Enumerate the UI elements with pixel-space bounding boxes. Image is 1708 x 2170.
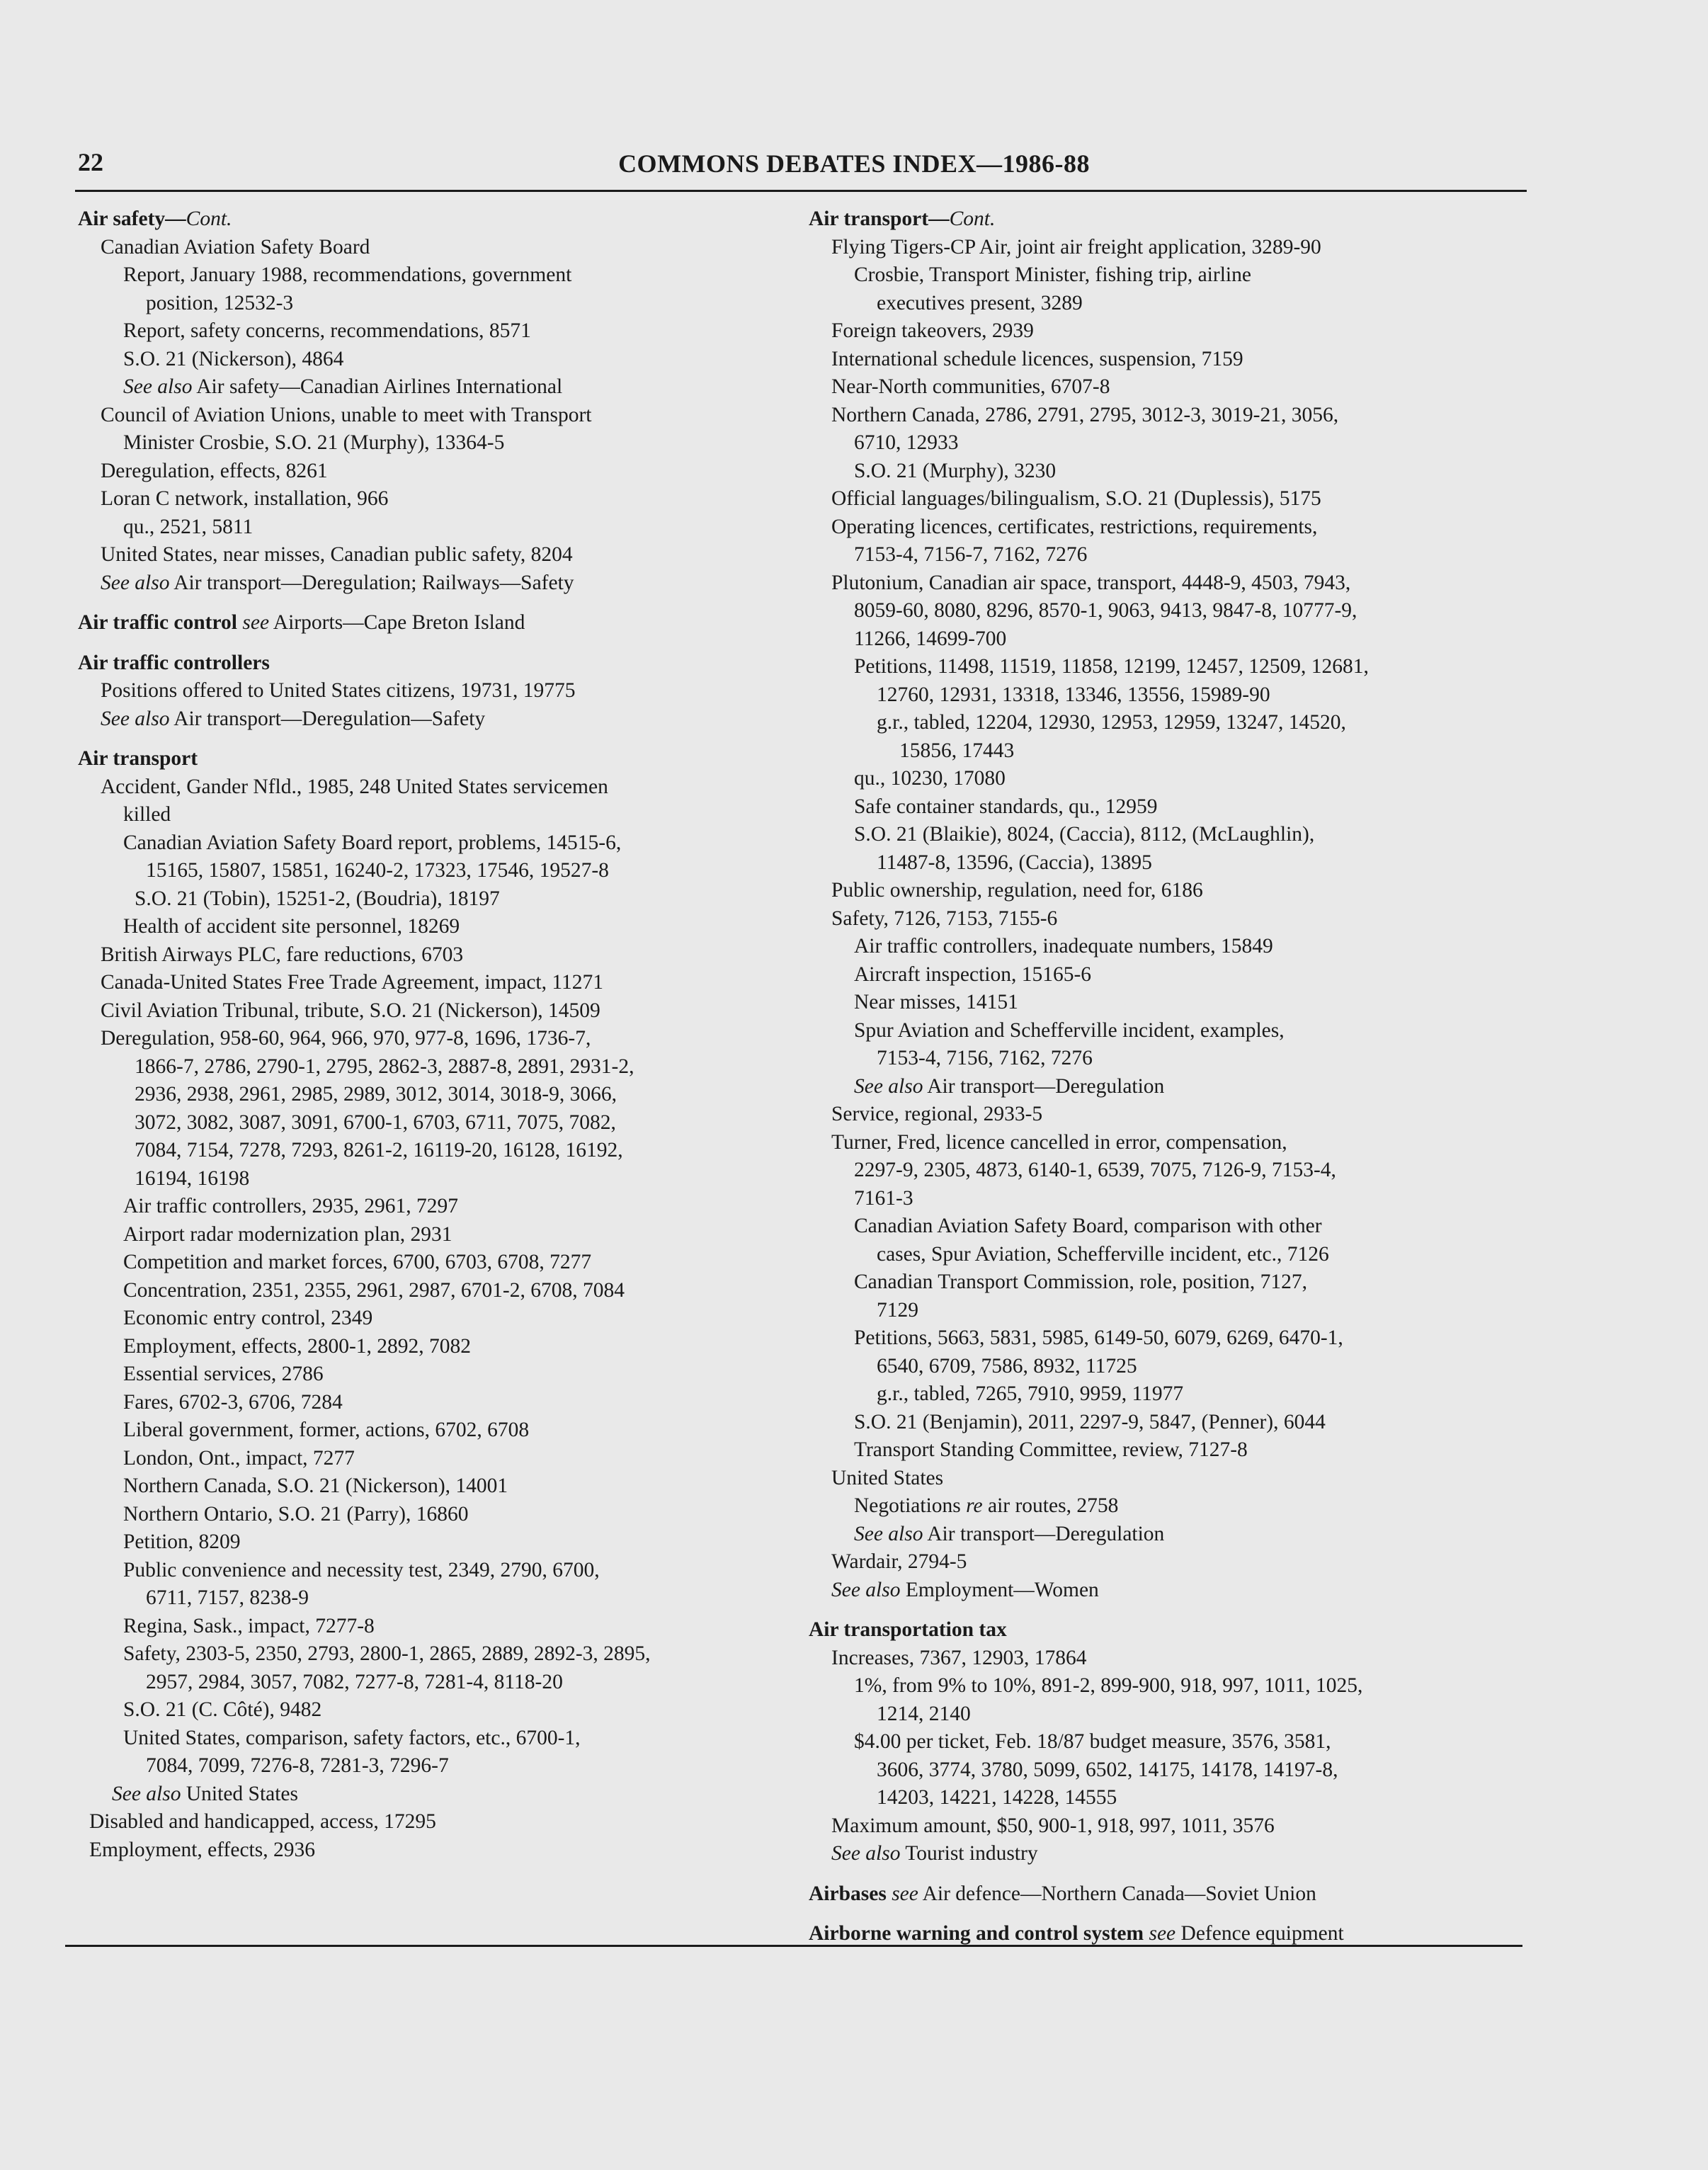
- index-subentry: 3606, 3774, 3780, 5099, 6502, 14175, 14178, 14197-8,: [877, 1758, 1338, 1781]
- entry-text: Airports—Cape Breton Island: [269, 611, 525, 634]
- index-subentry: Public convenience and necessity test, 2349, 2790, 6700,: [123, 1558, 600, 1581]
- index-subentry: 6710, 12933: [854, 431, 959, 454]
- index-subentry: International schedule licences, suspension, 7159: [831, 347, 1243, 370]
- running-title: COMMONS DEBATES INDEX—1986-88: [618, 149, 1090, 178]
- index-subentry: Transport Standing Committee, review, 7127-8: [854, 1438, 1248, 1461]
- page-number: 22: [78, 148, 103, 176]
- index-subentry: Air traffic controllers, inadequate numbers, 15849: [854, 935, 1273, 958]
- index-heading: [809, 205, 1524, 234]
- index-subentry: qu., 10230, 17080: [854, 767, 1006, 790]
- index-heading: [78, 745, 793, 773]
- italic-marker: See also: [101, 707, 170, 730]
- index-subentry: Airport radar modernization plan, 2931: [123, 1222, 452, 1246]
- entry-text: United States: [181, 1782, 299, 1805]
- index-subentry: 1866-7, 2786, 2790-1, 2795, 2862-3, 2887-8, 2891, 2931-2,: [135, 1055, 634, 1078]
- index-subentry: Safety, 7126, 7153, 7155-6: [831, 907, 1058, 930]
- index-subentry: Positions offered to United States citizens, 19731, 19775: [101, 679, 576, 702]
- index-subentry: [78, 1780, 793, 1809]
- index-subentry: 7161-3: [854, 1186, 913, 1210]
- index-subentry: Minister Crosbie, S.O. 21 (Murphy), 13364-5: [123, 431, 505, 454]
- index-subentry: Turner, Fred, licence cancelled in error, compensation,: [831, 1130, 1287, 1154]
- index-subentry: 1214, 2140: [877, 1702, 971, 1725]
- index-subentry: 6711, 7157, 8238-9: [146, 1586, 309, 1609]
- index-subentry: [78, 373, 793, 402]
- index-subentry: Safe container standards, qu., 12959: [854, 795, 1158, 818]
- index-subentry: cases, Spur Aviation, Schefferville incident, etc., 7126: [877, 1242, 1329, 1266]
- index-subentry: 2957, 2984, 3057, 7082, 7277-8, 7281-4, 8118-20: [146, 1670, 563, 1693]
- index-subentry: Canada-United States Free Trade Agreement, impact, 11271: [101, 971, 604, 994]
- index-subentry: Increases, 7367, 12903, 17864: [831, 1646, 1087, 1669]
- entry-text: Tourist industry: [900, 1842, 1038, 1865]
- index-subentry: Northern Canada, 2786, 2791, 2795, 3012-3, 3019-21, 3056,: [831, 403, 1339, 426]
- index-subentry: 11266, 14699-700: [854, 627, 1007, 650]
- index-subentry: 15856, 17443: [899, 739, 1015, 762]
- heading-term: Air transportation tax: [809, 1618, 1007, 1641]
- index-subentry: 6540, 6709, 7586, 8932, 11725: [877, 1354, 1137, 1377]
- index-subentry: Near-North communities, 6707-8: [831, 375, 1110, 398]
- index-subentry: London, Ont., impact, 7277: [123, 1446, 355, 1470]
- entry-text: air routes, 2758: [982, 1494, 1119, 1517]
- index-subentry: Council of Aviation Unions, unable to meet with Transport: [101, 403, 592, 426]
- index-subentry: Canadian Aviation Safety Board report, problems, 14515-6,: [123, 831, 622, 854]
- index-subentry: Employment, effects, 2800-1, 2892, 7082: [123, 1334, 472, 1358]
- index-subentry: 11487-8, 13596, (Caccia), 13895: [877, 851, 1152, 874]
- index-subentry: Aircraft inspection, 15165-6: [854, 962, 1092, 986]
- entry-text: Air transport—Deregulation—Safety: [169, 707, 486, 730]
- entry-text: Air transport—Deregulation; Railways—Safety: [169, 571, 574, 594]
- header-rule: [75, 190, 1527, 192]
- index-subentry: 16194, 16198: [135, 1166, 250, 1190]
- index-subentry: 7129: [877, 1298, 918, 1322]
- italic-marker: Cont.: [949, 208, 996, 230]
- index-subentry: [809, 1073, 1524, 1101]
- heading-term: Airbases: [809, 1882, 887, 1905]
- index-subentry: Flying Tigers-CP Air, joint air freight application, 3289-90: [831, 235, 1321, 259]
- heading-term: Airborne warning and control system: [809, 1922, 1144, 1945]
- index-subentry: Crosbie, Transport Minister, fishing trip, airline: [854, 263, 1251, 286]
- italic-marker: See also: [831, 1578, 901, 1601]
- index-subentry: Public ownership, regulation, need for, 6186: [831, 879, 1203, 902]
- index-subentry: Safety, 2303-5, 2350, 2793, 2800-1, 2865, 2889, 2892-3, 2895,: [123, 1642, 651, 1665]
- index-subentry: 3072, 3082, 3087, 3091, 6700-1, 6703, 6711, 7075, 7082,: [135, 1110, 616, 1134]
- italic-marker: See also: [123, 375, 193, 398]
- index-subentry: S.O. 21 (Benjamin), 2011, 2297-9, 5847, (Penner), 6044: [854, 1410, 1326, 1433]
- heading-term: Air traffic control: [78, 611, 237, 634]
- index-subentry: Air traffic controllers, 2935, 2961, 7297: [123, 1195, 458, 1217]
- index-subentry: killed: [123, 803, 171, 826]
- index-subentry: Deregulation, 958-60, 964, 966, 970, 977-8, 1696, 1736-7,: [101, 1027, 591, 1050]
- index-subentry: 7153-4, 7156-7, 7162, 7276: [854, 543, 1088, 566]
- italic-marker: See also: [854, 1074, 923, 1098]
- italic-marker: Cont.: [186, 208, 232, 230]
- heading-term: Air transport—: [809, 208, 950, 230]
- index-subentry: Essential services, 2786: [123, 1363, 324, 1385]
- index-subentry: g.r., tabled, 12204, 12930, 12953, 12959, 13247, 14520,: [877, 711, 1346, 734]
- index-subentry: Competition and market forces, 6700, 6703, 6708, 7277: [123, 1251, 592, 1273]
- index-subentry: Disabled and handicapped, access, 17295: [89, 1810, 436, 1833]
- index-subentry: Canadian Aviation Safety Board, comparison with other: [854, 1215, 1322, 1237]
- index-subentry: [809, 1577, 1524, 1605]
- index-subentry: United States: [831, 1466, 944, 1489]
- footer-rule: [65, 1945, 1522, 1947]
- index-subentry: Regina, Sask., impact, 7277-8: [123, 1614, 375, 1637]
- index-subentry: British Airways PLC, fare reductions, 6703: [101, 943, 464, 966]
- entry-text: Air defence—Northern Canada—Soviet Union: [918, 1882, 1316, 1905]
- index-subentry: Plutonium, Canadian air space, transport, 4448-9, 4503, 7943,: [831, 571, 1351, 594]
- index-subentry: S.O. 21 (Nickerson), 4864: [123, 347, 344, 370]
- entry-text: Negotiations: [854, 1494, 967, 1517]
- index-subentry: Canadian Transport Commission, role, position, 7127,: [854, 1271, 1307, 1293]
- italic-marker: see: [1144, 1922, 1176, 1945]
- right-column: [809, 205, 1524, 1948]
- italic-marker: re: [966, 1494, 983, 1517]
- index-subentry: [809, 1492, 1524, 1521]
- heading-term: Air traffic controllers: [78, 651, 270, 674]
- index-subentry: Accident, Gander Nfld., 1985, 248 United States servicemen: [101, 775, 608, 798]
- index-subentry: Economic entry control, 2349: [123, 1307, 373, 1329]
- index-subentry: 7084, 7099, 7276-8, 7281-3, 7296-7: [146, 1754, 449, 1777]
- index-subentry: 2297-9, 2305, 4873, 6140-1, 6539, 7075, 7126-9, 7153-4,: [854, 1159, 1336, 1181]
- index-subentry: Loran C network, installation, 966: [101, 487, 389, 510]
- index-subentry: Foreign takeovers, 2939: [831, 319, 1034, 342]
- index-subentry: 15165, 15807, 15851, 16240-2, 17323, 17546, 19527-8: [146, 859, 609, 882]
- index-subentry: qu., 2521, 5811: [123, 515, 254, 538]
- index-subentry: Official languages/bilingualism, S.O. 21 (Duplessis), 5175: [831, 487, 1321, 510]
- index-subentry: $4.00 per ticket, Feb. 18/87 budget measure, 3576, 3581,: [854, 1730, 1331, 1753]
- index-subentry: Health of accident site personnel, 18269: [123, 915, 460, 938]
- index-subentry: Northern Ontario, S.O. 21 (Parry), 16860: [123, 1502, 469, 1526]
- index-subentry: United States, near misses, Canadian public safety, 8204: [101, 543, 573, 566]
- index-subentry: Petition, 8209: [123, 1530, 241, 1553]
- index-heading: [78, 609, 793, 637]
- entry-text: Air safety—Canadian Airlines International: [192, 375, 563, 398]
- index-heading: [78, 205, 793, 234]
- index-subentry: Wardair, 2794-5: [831, 1550, 967, 1573]
- index-subentry: 12760, 12931, 13318, 13346, 13556, 15989-90: [877, 683, 1270, 706]
- italic-marker: see: [237, 611, 270, 634]
- index-heading: [809, 1880, 1524, 1909]
- index-subentry: United States, comparison, safety factors, etc., 6700-1,: [123, 1726, 581, 1749]
- index-subentry: 7084, 7154, 7278, 7293, 8261-2, 16119-20, 16128, 16192,: [135, 1139, 623, 1161]
- index-subentry: Service, regional, 2933-5: [831, 1103, 1043, 1125]
- index-subentry: [78, 705, 793, 734]
- index-subentry: Concentration, 2351, 2355, 2961, 2987, 6701-2, 6708, 7084: [123, 1278, 625, 1302]
- index-subentry: Near misses, 14151: [854, 991, 1018, 1013]
- left-column: [78, 205, 793, 1864]
- index-subentry: Northern Canada, S.O. 21 (Nickerson), 14001: [123, 1475, 508, 1497]
- index-subentry: 7153-4, 7156, 7162, 7276: [877, 1047, 1093, 1069]
- entry-text: Air transport—Deregulation: [923, 1074, 1165, 1098]
- italic-marker: See also: [831, 1842, 901, 1865]
- index-subentry: Canadian Aviation Safety Board: [101, 235, 370, 259]
- index-subentry: Civil Aviation Tribunal, tribute, S.O. 21 (Nickerson), 14509: [101, 999, 600, 1022]
- index-subentry: Report, January 1988, recommendations, government: [123, 263, 572, 286]
- italic-marker: See also: [101, 571, 170, 594]
- index-heading: [78, 649, 793, 678]
- italic-marker: See also: [854, 1522, 923, 1545]
- index-subentry: Maximum amount, $50, 900-1, 918, 997, 1011, 3576: [831, 1814, 1275, 1837]
- index-heading: [809, 1920, 1524, 1948]
- index-subentry: [809, 1521, 1524, 1549]
- index-subentry: S.O. 21 (Tobin), 15251-2, (Boudria), 18197: [135, 887, 500, 910]
- index-subentry: [809, 1840, 1524, 1868]
- index-subentry: 14203, 14221, 14228, 14555: [877, 1786, 1117, 1809]
- index-subentry: [78, 569, 793, 598]
- heading-term: Air transport: [78, 747, 198, 770]
- index-subentry: Report, safety concerns, recommendations, 8571: [123, 319, 531, 342]
- index-subentry: 8059-60, 8080, 8296, 8570-1, 9063, 9413, 9847-8, 10777-9,: [854, 599, 1357, 622]
- entry-text: Employment—Women: [900, 1578, 1099, 1601]
- index-subentry: S.O. 21 (Blaikie), 8024, (Caccia), 8112, (McLaughlin),: [854, 823, 1315, 846]
- index-subentry: 2936, 2938, 2961, 2985, 2989, 3012, 3014, 3018-9, 3066,: [135, 1083, 617, 1106]
- index-subentry: Employment, effects, 2936: [89, 1838, 315, 1861]
- index-subentry: position, 12532-3: [146, 291, 294, 314]
- entry-text: Air transport—Deregulation: [923, 1522, 1165, 1545]
- index-subentry: Liberal government, former, actions, 6702, 6708: [123, 1419, 530, 1441]
- index-subentry: 1%, from 9% to 10%, 891-2, 899-900, 918, 997, 1011, 1025,: [854, 1674, 1363, 1697]
- index-subentry: executives present, 3289: [877, 291, 1083, 314]
- index-subentry: Operating licences, certificates, restrictions, requirements,: [831, 515, 1318, 538]
- index-subentry: Petitions, 5663, 5831, 5985, 6149-50, 6079, 6269, 6470-1,: [854, 1327, 1343, 1349]
- entry-text: Defence equipment: [1175, 1922, 1344, 1945]
- heading-term: Air safety—: [78, 208, 186, 230]
- index-subentry: Spur Aviation and Schefferville incident, examples,: [854, 1018, 1285, 1042]
- index-subentry: Petitions, 11498, 11519, 11858, 12199, 12457, 12509, 12681,: [854, 655, 1369, 678]
- index-subentry: Fares, 6702-3, 6706, 7284: [123, 1390, 343, 1414]
- index-subentry: Deregulation, effects, 8261: [101, 459, 328, 482]
- italic-marker: see: [886, 1882, 918, 1905]
- index-subentry: S.O. 21 (Murphy), 3230: [854, 459, 1057, 482]
- index-subentry: g.r., tabled, 7265, 7910, 9959, 11977: [877, 1382, 1184, 1405]
- italic-marker: See also: [112, 1782, 181, 1805]
- index-heading: [809, 1616, 1524, 1644]
- index-subentry: S.O. 21 (C. Côté), 9482: [123, 1698, 322, 1721]
